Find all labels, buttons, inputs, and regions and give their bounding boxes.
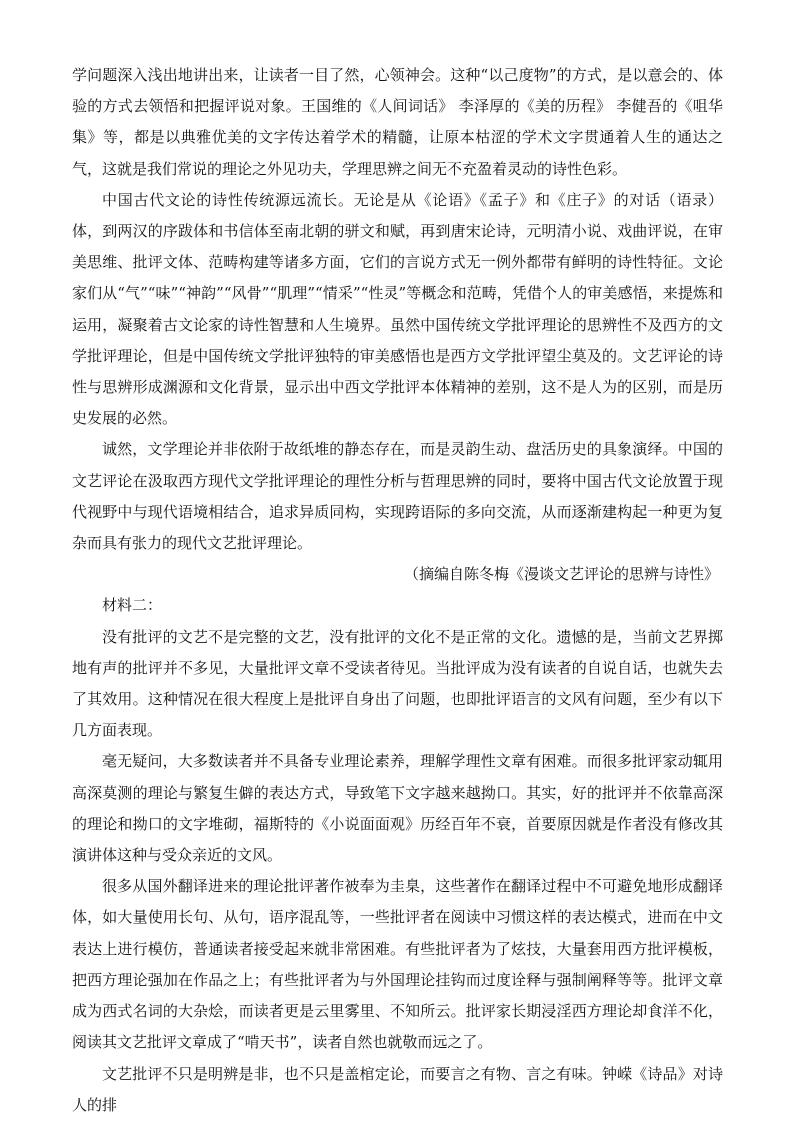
source-citation: （摘编自陈冬梅《漫谈文艺评论的思辨与诗性》 (403, 565, 719, 584)
paragraph-continued: 学问题深入浅出地讲出来，让读者一目了然，心领神会。这种“以己度物”的方式，是以意会的、体验的方式去领悟和把握评说对象。王国维的《人间词话》 李泽厚的《美的历程》 李健吾的《咀华集》等，都是以典雅优美的文字传达着学术的精髓，让原本枯涩的学术文字贯通着人生的通达之气，这就是我们常说的理论之外见功夫，学理思辨之间无不充盈着灵动的诗性色彩。 (72, 66, 723, 178)
material-label: 材料二： (102, 596, 163, 615)
paragraph-obscure-theory: 毫无疑问，大多数读者并不具备专业理论素养，理解学理性文章有困难。而很多批评家动辄用高深莫测的理论与繁复生僻的表达方式，导致笔下文字越来越拗口。其实，好的批评并不依靠高深的理论和拗口的文字堆砌，福斯特的《小说面面观》历经百年不衰，首要原因就是作者没有修改其演讲体这种与受众亲近的文风。 (72, 752, 723, 865)
paragraph-modern-theory: 诚然，文学理论并非依附于故纸堆的静态存在，而是灵韵生动、盘活历史的具象演绎。中国的文艺评论在汲取西方现代文学批评理论的理性分析与哲理思辨的同时，要将中国古代文论放置于现代视野中与现代语境相结合，追求异质同构，实现跨语际的多向交流，从而逐渐建构起一种更为复杂而具有张力的现代文艺批评理论。 (72, 440, 723, 553)
paragraph-translation-style: 很多从国外翻译进来的理论批评著作被奉为圭臬，这些著作在翻译过程中不可避免地形成翻译体，如大量使用长句、从句，语序混乱等，一些批评者在阅读中习惯这样的表达模式，进而在中文表达上进行模仿，普通读者接受起来就非常困难。有些批评者为了炫技，大量套用西方批评模板，把西方理论强加在作品之上；有些批评者为与外国理论挂钩而过度诠释与强制阐释等等。批评文章成为西式名词的大杂烩，而读者更是云里雾里、不知所云。批评家长期浸淫西方理论却食洋不化，阅读其文艺批评文章成了“啃天书”，读者自然也就敬而远之了。 (72, 877, 723, 1052)
document-page (72, 60, 723, 1121)
paragraph-classical-poetics: 中国古代文论的诗性传统源远流长。无论是从《论语》《孟子》和《庄子》的对话（语录）体，到两汉的序跋体和书信体至南北朝的骈文和赋，再到唐宋论诗，元明清小说、戏曲评说，在审美思维、批评文体、范畴构建等诸多方面，它们的言说方式无一例外都带有鲜明的诗性特征。文论家们从“气”“味”“神韵”“风骨”“肌理”“情采”“性灵”等概念和范畴，凭借个人的审美感悟，来提炼和运用，凝聚着古文论家的诗性智慧和人生境界。虽然中国传统文学批评理论的思辨性不及西方的文学批评理论，但是中国传统文学批评独特的审美感悟也是西方文学批评望尘莫及的。文艺评论的诗性与思辨形成渊源和文化背景，显示出中西文学批评本体精神的差别，这不是人为的区别，而是历史发展的必然。 (72, 190, 723, 428)
paragraph-criticism-intro: 没有批评的文艺不是完整的文艺，没有批评的文化不是正常的文化。遗憾的是，当前文艺界掷地有声的批评并不多见，大量批评文章不受读者待见。当批评成为没有读者的自说自话，也就失去了其效用。这种情况在很大程度上是批评自身出了问题，也即批评语言的文风有问题，至少有以下几方面表现。 (72, 627, 723, 740)
paragraph-truncated: 文艺批评不只是明辨是非，也不只是盖棺定论，而要言之有物、言之有味。钟嵘《诗品》对诗人的排 (72, 1064, 723, 1114)
